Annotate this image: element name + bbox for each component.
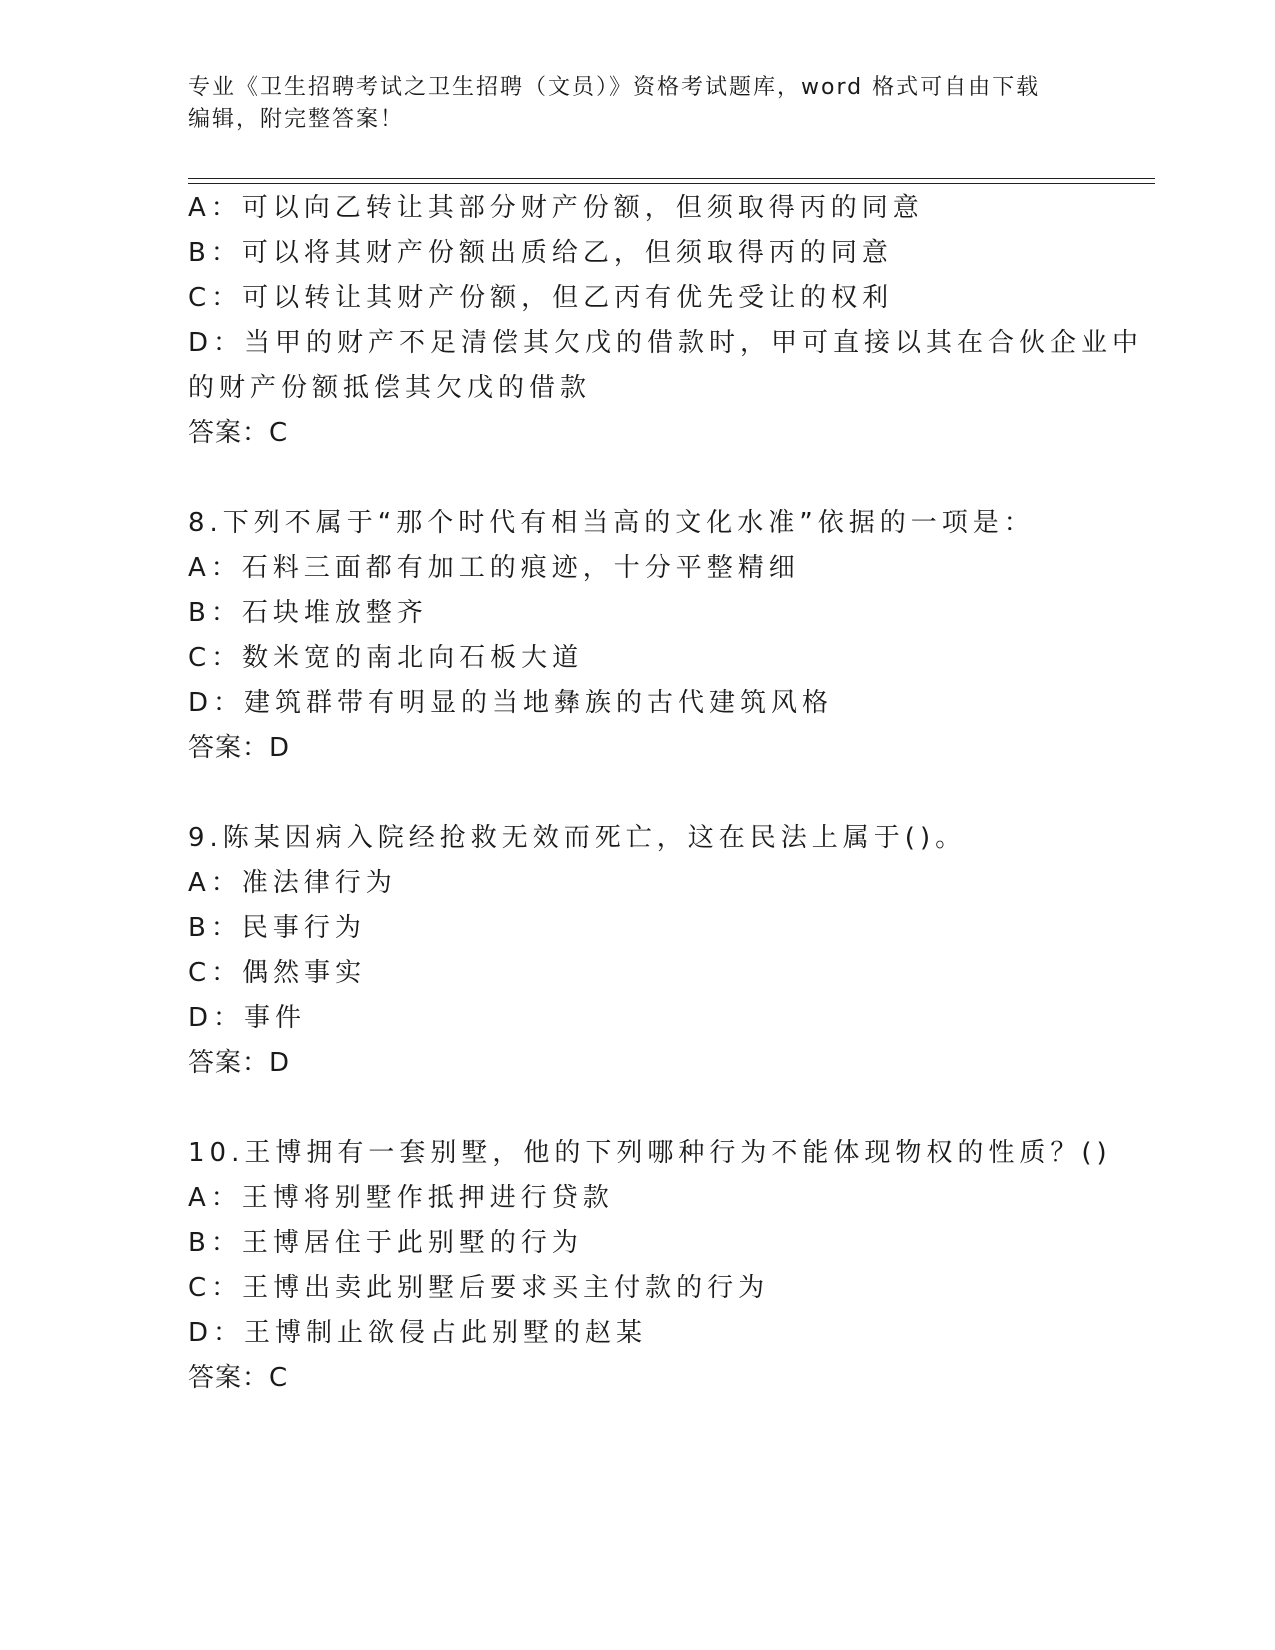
q8-stem: 8.下列不属于“那个时代有相当高的文化水准”依据的一项是： [188,508,1035,538]
q8-option-b: B：石块堆放整齐 [188,598,428,628]
q10-stem: 10.王博拥有一套别墅，他的下列哪种行为不能体现物权的性质？() [188,1138,1112,1168]
q9-answer: 答案：D [188,1048,291,1078]
q10-option-a: A：王博将别墅作抵押进行贷款 [188,1183,614,1213]
header-divider-top [188,178,1155,179]
q8-option-a: A：石料三面都有加工的痕迹，十分平整精细 [188,553,800,583]
q9-option-c: C：偶然事实 [188,958,367,988]
document-header [188,72,1088,136]
header-line-2: 编辑，附完整答案！ [188,107,405,132]
q8-answer: 答案：D [188,733,291,763]
q8-option-d: D：建筑群带有明显的当地彝族的古代建筑风格 [188,688,834,718]
q10-answer: 答案：C [188,1363,289,1393]
q7-option-d-line2: 的财产份额抵偿其欠戊的借款 [188,373,592,403]
q7-option-d-line1: D：当甲的财产不足清偿其欠戊的借款时，甲可直接以其在合伙企业中 [188,328,1144,358]
q10-option-b: B：王博居住于此别墅的行为 [188,1228,583,1258]
header-line-1: 专业《卫生招聘考试之卫生招聘（文员）》资格考试题库，word 格式可自由下载 [188,75,1041,100]
q7-answer: 答案：C [188,418,289,448]
q8-option-c: C：数米宽的南北向石板大道 [188,643,584,673]
q7-option-b: B：可以将其财产份额出质给乙，但须取得丙的同意 [188,238,893,268]
q7-option-c: C：可以转让其财产份额，但乙丙有优先受让的权利 [188,283,894,313]
q9-option-d: D：事件 [188,1003,307,1033]
q9-option-b: B：民事行为 [188,913,366,943]
header-divider-bottom [188,183,1155,184]
q7-option-a: A：可以向乙转让其部分财产份额，但须取得丙的同意 [188,193,924,223]
q9-option-a: A：准法律行为 [188,868,397,898]
q9-stem: 9.陈某因病入院经抢救无效而死亡，这在民法上属于()。 [188,823,967,853]
q10-option-d: D：王博制止欲侵占此别墅的赵某 [188,1318,648,1348]
q10-option-c: C：王博出卖此别墅后要求买主付款的行为 [188,1273,770,1303]
